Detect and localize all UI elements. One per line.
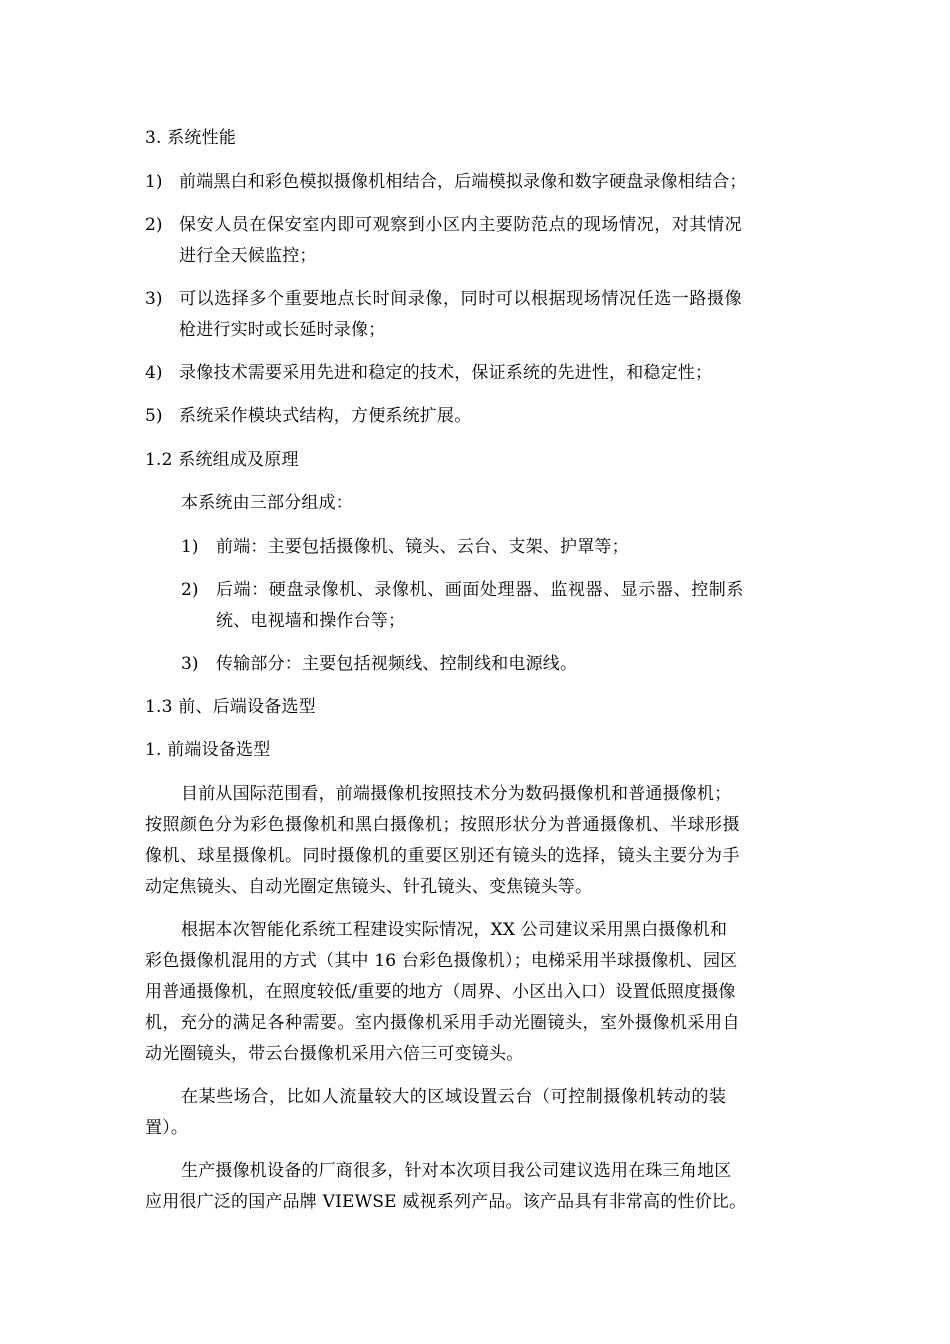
section-heading-system-performance: 3. 系统性能 bbox=[145, 128, 237, 148]
list-number: 1) bbox=[181, 537, 199, 557]
subheading-front-end-selection: 1. 前端设备选型 bbox=[145, 740, 271, 760]
section-heading-composition: 1.2 系统组成及原理 bbox=[145, 450, 299, 470]
paragraph-line: 动定焦镜头、自动光圈定焦镜头、针孔镜头、变焦镜头等。 bbox=[145, 877, 593, 897]
list-number: 1) bbox=[145, 172, 163, 192]
list-item-text: 前端黑白和彩色模拟摄像机相结合，后端模拟录像和数字硬盘录像相结合； bbox=[179, 172, 747, 192]
list-item-text: 进行全天候监控； bbox=[179, 246, 317, 266]
list-item-text: 统、电视墙和操作台等； bbox=[216, 611, 406, 631]
paragraph-line: 用普通摄像机，在照度较低/重要的地方（周界、小区出入口）设置低照度摄像 bbox=[145, 982, 736, 1002]
paragraph-line: 置）。 bbox=[145, 1118, 189, 1138]
paragraph-line: 彩色摄像机混用的方式（其中 16 台彩色摄像机）；电梯采用半球摄像机、园区 bbox=[145, 951, 738, 971]
paragraph-line: 目前从国际范围看，前端摄像机按照技术分为数码摄像机和普通摄像机； bbox=[181, 784, 732, 804]
list-number: 2) bbox=[145, 215, 163, 235]
paragraph-line: 像机、球星摄像机。同时摄像机的重要区别还有镜头的选择，镜头主要分为手 bbox=[145, 846, 740, 866]
list-item-text: 可以选择多个重要地点长时间录像，同时可以根据现场情况任选一路摄像 bbox=[179, 289, 743, 309]
list-item-text: 后端：硬盘录像机、录像机、画面处理器、监视器、显示器、控制系 bbox=[216, 580, 744, 600]
paragraph-line: 在某些场合，比如人流量较大的区域设置云台（可控制摄像机转动的装 bbox=[181, 1087, 727, 1107]
paragraph-line: 应用很广泛的国产品牌 VIEWSE 威视系列产品。该产品具有非常高的性价比。 bbox=[145, 1192, 747, 1212]
list-item-text: 枪进行实时或长延时录像； bbox=[179, 320, 386, 340]
list-item-text: 传输部分：主要包括视频线、控制线和电源线。 bbox=[216, 654, 578, 674]
list-number: 3) bbox=[145, 289, 163, 309]
list-item-text: 录像技术需要采用先进和稳定的技术，保证系统的先进性，和稳定性； bbox=[179, 363, 713, 383]
paragraph-line: 机，充分的满足各种需要。室内摄像机采用手动光圈镜头，室外摄像机采用自 bbox=[145, 1013, 740, 1033]
list-number: 4) bbox=[145, 363, 163, 383]
list-number: 2) bbox=[181, 580, 199, 600]
list-item-text: 保安人员在保安室内即可观察到小区内主要防范点的现场情况，对其情况 bbox=[179, 215, 743, 235]
section-heading-equipment-selection: 1.3 前、后端设备选型 bbox=[145, 697, 316, 717]
intro-text: 本系统由三部分组成： bbox=[181, 493, 353, 513]
paragraph-line: 按照颜色分为彩色摄像机和黑白摄像机；按照形状分为普通摄像机、半球形摄 bbox=[145, 815, 740, 835]
list-item-text: 系统采作模块式结构，方便系统扩展。 bbox=[179, 406, 472, 426]
list-number: 3) bbox=[181, 654, 199, 674]
list-item-text: 前端：主要包括摄像机、镜头、云台、支架、护罩等； bbox=[216, 537, 629, 557]
paragraph-line: 生产摄像机设备的厂商很多，针对本次项目我公司建议选用在珠三角地区 bbox=[181, 1161, 732, 1181]
list-number: 5) bbox=[145, 406, 163, 426]
paragraph-line: 动光圈镜头，带云台摄像机采用六倍三可变镜头。 bbox=[145, 1044, 524, 1064]
paragraph-line: 根据本次智能化系统工程建设实际情况，XX 公司建议采用黑白摄像机和 bbox=[181, 920, 728, 940]
